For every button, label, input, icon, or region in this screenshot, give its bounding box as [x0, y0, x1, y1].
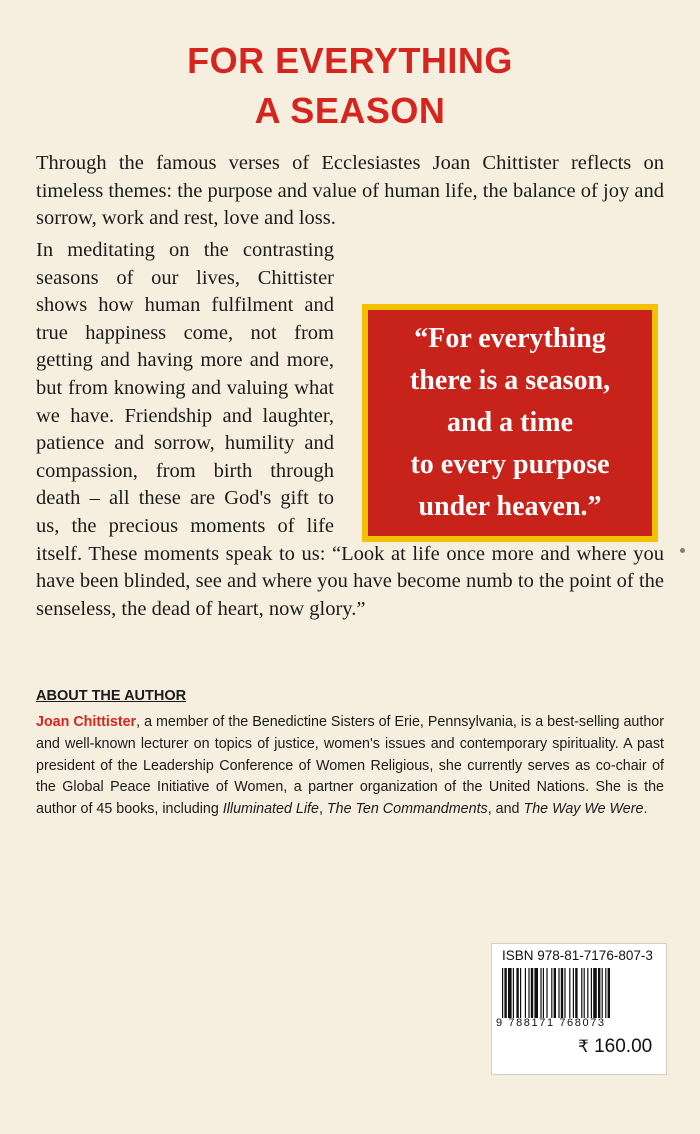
barcode-bar [508, 968, 512, 1018]
barcode-bar [520, 968, 521, 1018]
barcode-bar [525, 968, 526, 1018]
barcode-bar [573, 968, 574, 1018]
barcode-bar [516, 968, 518, 1018]
barcode-digits: 9 788171 768073 [496, 1017, 606, 1029]
barcode-bar [593, 968, 597, 1018]
barcode-bar [502, 968, 503, 1018]
barcode-bar [584, 968, 585, 1018]
barcode-bar [534, 968, 538, 1018]
separator: , and [487, 801, 524, 818]
barcode-bar [598, 968, 600, 1018]
barcode-bar [569, 968, 570, 1018]
blurb-paragraph-1: Through the famous verses of Ecclesiastes Joan Chittister reflects on timeless themes: the purpose and value of human life, the balance of joy and sorrow, work and rest, love and loss. [36, 152, 664, 230]
barcode-bar [528, 968, 529, 1018]
author-name: Joan Chittister [36, 714, 137, 730]
quote-line: and a time [447, 407, 573, 438]
quote-line: there is a season, [409, 365, 611, 396]
barcode-bar [564, 968, 565, 1018]
bio-end: . [643, 801, 648, 818]
blurb-paragraph-2-text: In meditating on the contrasting seasons of our lives, Chittister shows how human fulfilment and true happiness come, not from getting and having more and more, but from knowing and valuing what we have. Friendship and laughter, patience and sorrow, humility and compassion, from birth through death – all these are God's gift to us, the precious moments of life itself. These moments speak to us: “Look at life once more and where you have been blinded, see and where you have become numb to the point of the senseless, the dead of heart, now glory.” [36, 239, 664, 620]
book-title-1: Illuminated Life [222, 801, 319, 818]
price-value: 160.00 [594, 1036, 653, 1057]
price-label [578, 1036, 652, 1058]
pull-quote-box [362, 304, 658, 542]
barcode-bar [581, 968, 582, 1018]
separator: , [318, 801, 327, 818]
isbn-label: ISBN 978-81-7176-807-3 [502, 948, 653, 963]
decorative-dot [680, 548, 685, 553]
rupee-symbol: ₹ [578, 1037, 589, 1057]
barcode-bar [587, 968, 588, 1018]
barcode-bar [543, 968, 544, 1018]
barcode-bar [558, 968, 559, 1018]
title-line-1: FOR EVERYTHING [187, 40, 513, 81]
quote-line: “For everything [414, 323, 606, 354]
barcode-bar [602, 968, 603, 1018]
quote-line: under heaven.” [418, 491, 602, 522]
quote-line: to every purpose [410, 449, 610, 480]
barcode-bar [605, 968, 606, 1018]
barcode-panel [491, 943, 667, 1075]
barcode-bar [554, 968, 556, 1018]
book-title-2: The Ten Commandments [326, 801, 488, 818]
about-author-text [36, 712, 664, 821]
title-line-2: A SEASON [254, 90, 446, 131]
barcode-bar [540, 968, 541, 1018]
book-title [0, 36, 700, 136]
barcode-bar [504, 968, 506, 1018]
barcode-bar [513, 968, 514, 1018]
barcode-bar [551, 968, 552, 1018]
barcode-bar [591, 968, 592, 1018]
barcode-bar [608, 968, 610, 1018]
barcode-bar [575, 968, 577, 1018]
barcode-bars [502, 968, 658, 1018]
barcode-bar [531, 968, 533, 1018]
barcode-bar [561, 968, 563, 1018]
about-author-heading: ABOUT THE AUTHOR [36, 688, 187, 704]
book-title-3: The Way We Were [523, 801, 644, 818]
author-bio: , a member of the Benedictine Sisters of Erie, Pennsylvania, is a best-selling author and well-known lecturer on topics of justice, women's issues and contemporary spirituality. A past president of the Leadership Conference of Women Religious, she currently serves as co-chair of the Global Peace Initiative of Women, a partner organization of the United Nations. She is the author of 45 books, including [36, 714, 664, 818]
barcode-bar [546, 968, 547, 1018]
